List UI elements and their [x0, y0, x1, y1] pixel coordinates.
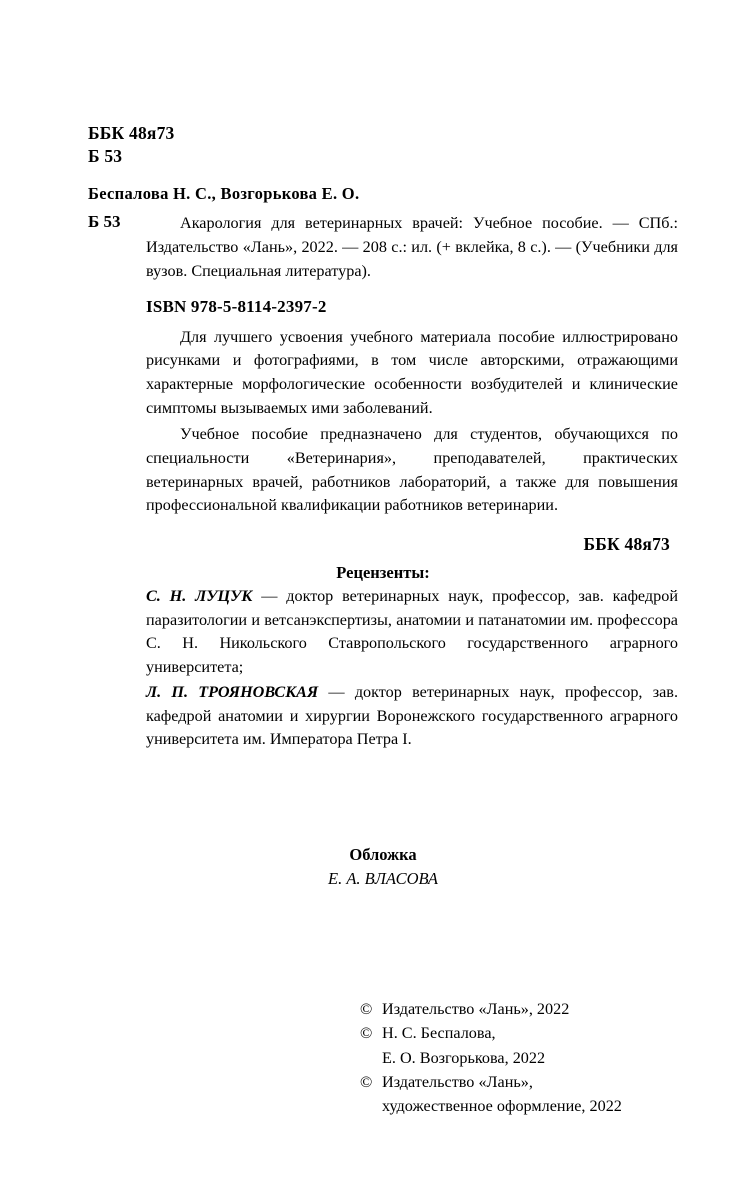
reviewer-description: — доктор ветеринарных наук, профессор, зав. кафедрой паразитологии и ветсанэкспертизы, анатомии и патанатомии им. профессора С. Н. Никольского Ставропольского государственного аграрного университета; [146, 587, 678, 676]
copyright-text: Издательство «Лань», [382, 1072, 533, 1091]
cover-designer-name: Е. А. ВЛАСОВА [327, 869, 439, 888]
copyright-row [360, 1070, 622, 1094]
bbk-classification-right: ББК 48я73 [583, 534, 670, 555]
catalog-card-code: Б 53 [88, 212, 121, 232]
annotation-paragraph-1: Для лучшего усвоения учебного материала пособие иллюстрировано рисунками и фотографиями, в том числе авторскими, отражающими характерные морфологические особенности возбудителей и клинические симптомы вызываемых ими заболеваний. [146, 327, 678, 418]
authors-line: Беспалова Н. С., Возгорькова Е. О. [88, 184, 360, 204]
reviewer-entry [146, 585, 678, 679]
catalog-card [88, 212, 678, 283]
reviewer-name: Л. П. ТРОЯНОВСКАЯ [146, 683, 319, 702]
catalog-card-description: Акарология для ветеринарных врачей: Учебное пособие. — СПб.: Издательство «Лань», 2022. — 208 с.: ил. (+ вклейка, 8 с.). — (Учебники для вузов. Специальная литература). [146, 214, 678, 280]
bbk-classification-top [88, 122, 678, 168]
reviewer-description: — доктор ветеринарных наук, профессор, зав. кафедрой анатомии и хирургии Воронежского государственного аграрного университета им. Императора Петра I. [146, 683, 678, 749]
isbn-line: ISBN 978-5-8114-2397-2 [146, 296, 327, 316]
cover-label: Обложка [349, 845, 417, 864]
author-sign-line: Б 53 [88, 146, 123, 167]
reviewer-name: С. Н. ЛУЦУК [146, 587, 253, 606]
imprint-content [88, 122, 678, 752]
copyright-block [360, 997, 622, 1118]
copyright-icon: © [360, 1024, 373, 1043]
annotation-paragraph-2: Учебное пособие предназначено для студентов, обучающихся по специальности «Ветеринария», преподавателей, практических ветеринарных врачей, работников лабораторий, а также для повышения профессиональной квалификации работников ветеринарии. [146, 424, 678, 515]
bbk-code-line: ББК 48я73 [88, 123, 175, 143]
cover-credit [88, 845, 678, 889]
copyright-text-continued: Е. О. Возгорькова, 2022 [382, 1048, 546, 1067]
reviewer-entry [146, 681, 678, 751]
reviewers-heading: Рецензенты: [336, 563, 430, 583]
copyright-text: Н. С. Беспалова, [382, 1024, 496, 1043]
copyright-icon: © [360, 1072, 373, 1091]
copyright-row [360, 997, 622, 1021]
copyright-icon: © [360, 1000, 373, 1018]
copyright-text: Издательство «Лань», 2022 [382, 1000, 570, 1018]
copyright-row [360, 1021, 622, 1045]
copyright-text-continued: художественное оформление, 2022 [382, 1097, 622, 1116]
